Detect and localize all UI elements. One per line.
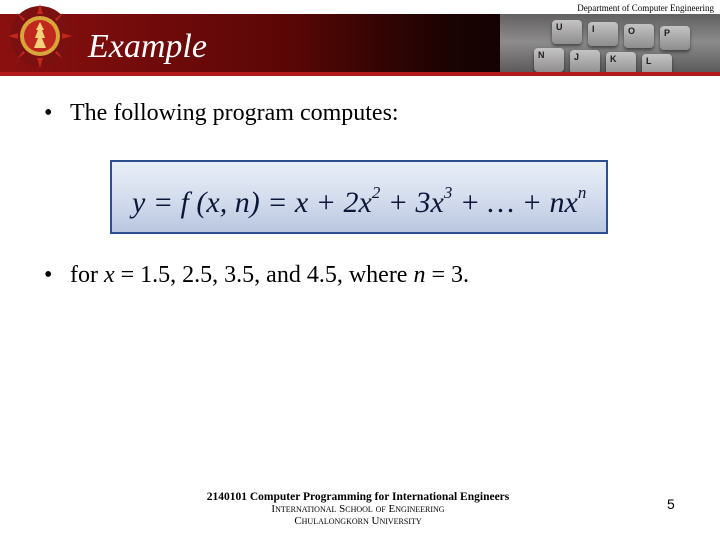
key-cap: L xyxy=(642,54,672,76)
svg-text:y = f (x, n) = x + 2x2 + 3x3 + xyxy=(129,183,586,219)
key-cap: U xyxy=(552,20,582,44)
key-cap: P xyxy=(660,26,690,50)
keyboard-photo xyxy=(500,14,720,76)
exponent-3: 3 xyxy=(443,183,453,202)
header-rule xyxy=(0,72,720,76)
var-n: n xyxy=(413,262,426,288)
slide-header xyxy=(0,0,720,76)
bullet-icon: • xyxy=(44,100,53,126)
equation-tail: + … + nx xyxy=(452,186,578,219)
equation-formula xyxy=(112,162,606,232)
exponent-n: n xyxy=(577,183,587,202)
equation-box xyxy=(110,160,608,234)
bullet-item xyxy=(44,100,399,127)
department-name: Department of Computer Engineering xyxy=(577,3,714,13)
key-cap: I xyxy=(588,22,618,46)
course-name: 2140101 Computer Programming for International Engineers xyxy=(206,491,510,503)
university-name: Chulalongkorn University xyxy=(294,515,422,527)
slide-footer xyxy=(0,491,716,527)
department-bar xyxy=(0,0,720,14)
bullet-item xyxy=(44,262,469,289)
bullet-icon: • xyxy=(44,262,53,288)
school-name: International School of Engineering xyxy=(271,503,445,515)
key-cap: J xyxy=(570,50,600,74)
page-number: 5 xyxy=(667,496,675,512)
equation-term-3: + 3x xyxy=(380,186,444,219)
exponent-2: 2 xyxy=(371,183,381,202)
slide-title: Example xyxy=(88,28,207,65)
bullet-text: The following program computes: xyxy=(70,100,399,126)
key-cap: K xyxy=(606,52,636,76)
bullet-suffix: = 3. xyxy=(425,262,470,288)
var-x: x xyxy=(103,262,115,288)
university-logo-icon xyxy=(8,4,72,68)
key-cap: O xyxy=(624,24,654,48)
bullet-prefix: for xyxy=(70,262,104,288)
bullet-middle: = 1.5, 2.5, 3.5, and 4.5, where xyxy=(114,262,414,288)
equation-lhs: y = f (x, n) = x + 2x xyxy=(132,186,372,219)
key-cap: N xyxy=(534,48,564,72)
